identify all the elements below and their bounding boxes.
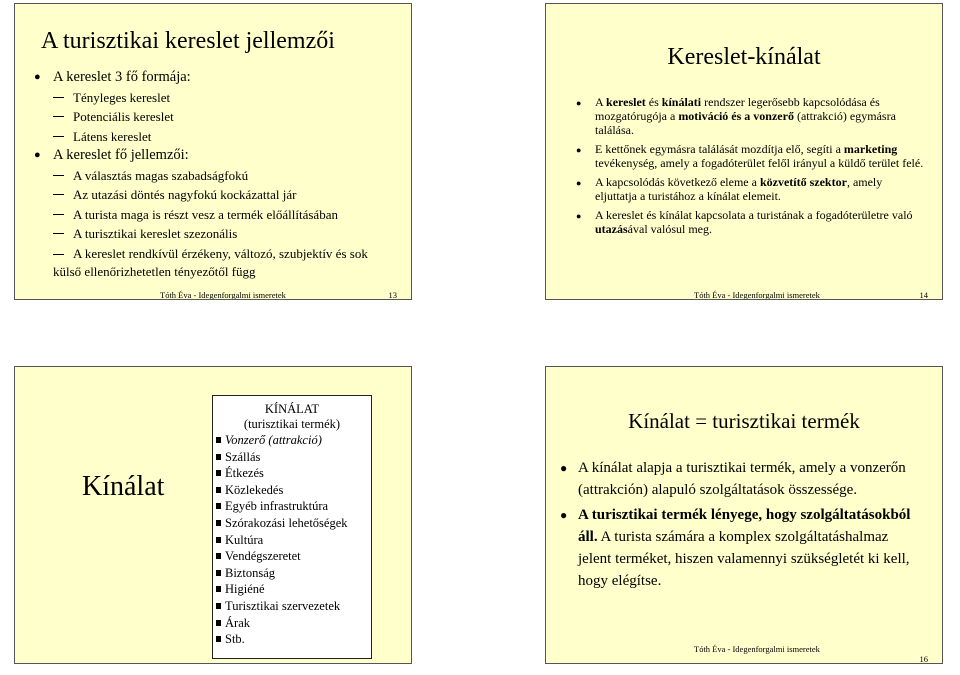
dash-icon [53,97,64,98]
slide-15 [14,366,412,664]
dash-icon [53,136,64,137]
bullet-list [560,457,924,595]
offer-list [213,432,371,648]
bullet-dot-icon: ● [576,211,582,221]
square-bullet-icon [216,503,221,509]
square-bullet-icon [216,636,221,642]
list-item-text-continued: külső ellenőrizhetetlen tényezőtől függ [53,263,256,279]
list-item [29,68,401,88]
list-item-text: A turisztikai kereslet szezonális [73,226,238,241]
dash-icon [53,194,64,195]
list-item [29,224,401,244]
list-item: Szállás [216,449,371,466]
list-item-text: A kínálat alapja a turisztikai termék, amely a vonzerőn (attrakción) alapuló szolgáltatások összessége. [578,460,906,498]
list-item-text: A turista maga is részt vesz a termék előállításában [73,206,338,222]
bullet-list [29,68,401,281]
square-bullet-icon [216,470,221,476]
footer-author: Tóth Éva - Idegenforgalmi ismeretek [160,290,286,300]
slide-13 [14,3,412,300]
list-item: Vendégszeretet [216,548,371,565]
slide-title: Kereslet-kínálat [667,44,821,70]
square-bullet-icon [216,437,221,443]
page-number: 13 [388,290,397,300]
slide-14 [545,3,943,300]
bullet-dot-icon: ● [34,71,41,83]
box-title: KÍNÁLAT [264,402,320,416]
list-item [29,88,401,108]
list-item: Higiéné [216,581,371,598]
list-item [560,457,924,501]
list-item-text: Az utazási döntés nagyfokú kockázattal jár [73,187,297,202]
dash-icon [53,116,64,117]
list-item [29,205,401,225]
square-bullet-icon [216,620,221,626]
page-number: 16 [919,654,928,664]
list-item: Egyéb infrastruktúra [216,498,371,515]
slide-title: Kínálat = turisztikai termék [628,409,860,433]
list-item: ● A kapcsolódás következő eleme a közvetítő szektor, amely eljuttatja a turistához a kínálat elemeit. [576,175,883,203]
list-item: Szórakozási lehetőségek [216,515,371,532]
list-item-text: Potenciális kereslet [73,109,174,124]
list-item [29,107,401,127]
list-item [560,504,924,592]
list-item: ● A kereslet és kínálat kapcsolata a turistának a fogadóterületre való utazásával valósul meg. [576,208,913,236]
square-bullet-icon [216,454,221,460]
square-bullet-icon [216,487,221,493]
dash-icon [53,254,64,255]
list-item-text: A turista számára a komplex szolgáltatáshalmaz jelent terméket, hiszen valamennyi szükségletét ki kell, hogy elégítse. [578,529,910,589]
list-item: Biztonság [216,565,371,582]
list-item: Turisztikai szervezetek [216,598,371,615]
list-item: Stb. [216,631,371,648]
box-subtitle: (turisztikai termék) [243,417,341,431]
list-item-text: A kereslet rendkívül érzékeny, változó, szubjektív és sok [73,245,368,261]
dash-icon [53,175,64,176]
dash-icon [53,233,64,234]
bullet-list [576,95,924,241]
square-bullet-icon [216,553,221,559]
bullet-dot-icon: ● [560,508,568,522]
bullet-dot-icon: ● [576,178,582,188]
list-item: ● A kereslet és kínálati rendszer legerősebb kapcsolódása és mozgatórugója a motiváció és a vonzerő (attrakció) egymásra találása. [576,95,896,137]
list-item: Kultúra [216,532,371,549]
bullet-dot-icon: ● [576,145,582,155]
list-item [29,166,401,186]
list-item [29,146,401,166]
square-bullet-icon [216,586,221,592]
dash-icon [53,214,64,215]
bullet-dot-icon: ● [34,149,41,161]
bullet-dot-icon: ● [560,461,568,475]
square-bullet-icon [216,603,221,609]
list-item-text: Tényleges kereslet [73,89,171,105]
slide-16 [545,366,943,664]
square-bullet-icon [216,520,221,526]
slide-title: Kínálat [82,471,165,502]
list-item: Közlekedés [216,482,371,499]
list-item-text: A kereslet 3 fő formája: [53,69,191,85]
footer-author: Tóth Éva - Idegenforgalmi ismeretek [694,644,820,654]
list-item [29,185,401,205]
square-bullet-icon [216,570,221,576]
list-item [29,127,401,147]
list-item: Vonzerő (attrakció) [216,432,371,449]
offer-box [212,395,372,659]
slide-title: A turisztikai kereslet jellemzői [41,28,335,54]
list-item: ● E kettőnek egymásra találását mozdítja elő, segíti a marketing tevékenység, amely a fogadóterület felől irányul a küldő terület felé. [576,142,924,170]
page-number: 14 [919,290,928,300]
list-item: Árak [216,615,371,632]
bullet-dot-icon: ● [576,98,582,108]
list-item-bold-text: A turisztikai termék lényege, hogy szolgáltatásokból áll. [578,507,911,545]
footer-author: Tóth Éva - Idegenforgalmi ismeretek [694,290,820,300]
list-item [29,244,401,281]
list-item: Étkezés [216,465,371,482]
list-item-text: Látens kereslet [73,128,152,144]
list-item-text: A választás magas szabadságfokú [73,167,249,183]
list-item-text: A kereslet fő jellemzői: [53,147,189,163]
square-bullet-icon [216,537,221,543]
